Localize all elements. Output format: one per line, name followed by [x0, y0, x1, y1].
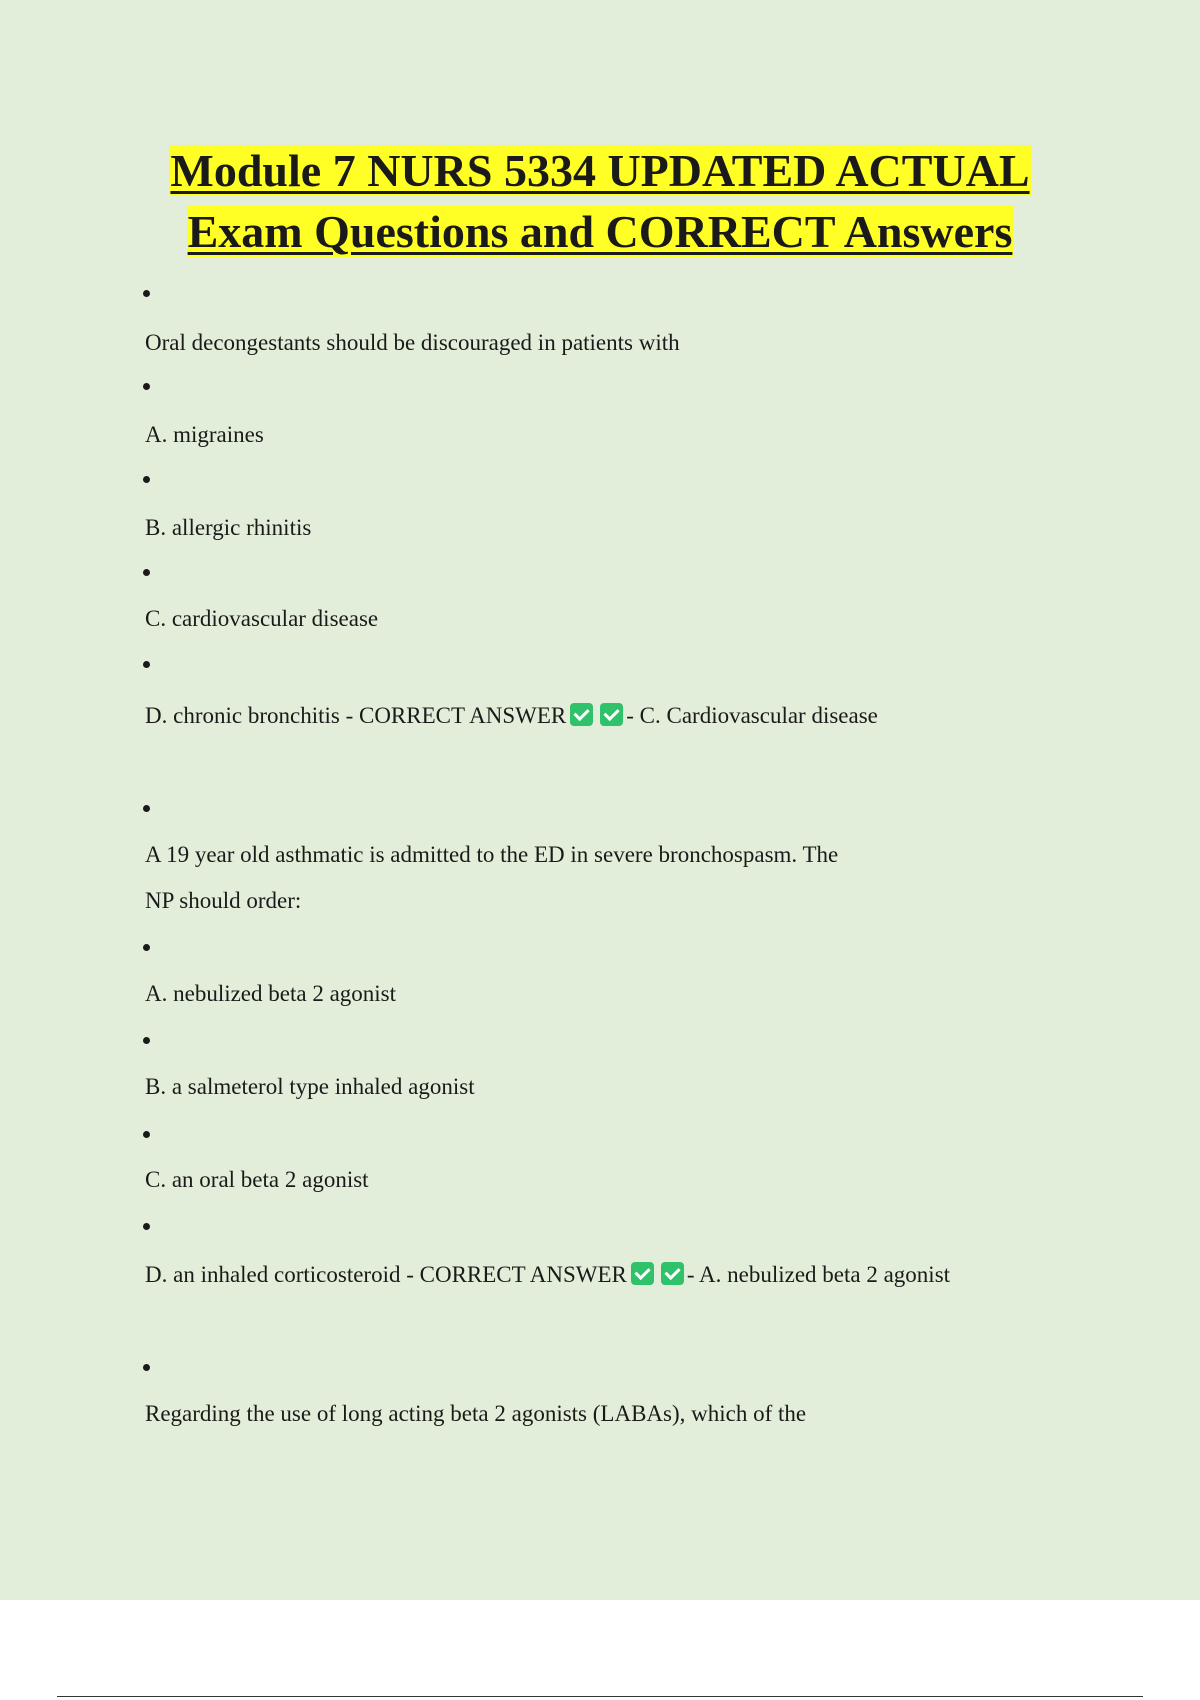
answer-option-with-correct-answer — [145, 1260, 950, 1290]
bullet-icon — [143, 805, 150, 812]
bullet-icon — [143, 944, 150, 951]
question-stem-continued: NP should order: — [145, 888, 302, 913]
bullet-icon — [143, 569, 150, 576]
check-box-icon — [661, 1262, 684, 1285]
check-box-icon — [631, 1262, 654, 1285]
bullet-icon — [143, 290, 150, 297]
answer-option: C. an oral beta 2 agonist — [145, 1167, 369, 1192]
question-stem: Regarding the use of long acting beta 2 agonists (LABAs), which of the — [145, 1401, 807, 1426]
answer-option: A. nebulized beta 2 agonist — [145, 981, 397, 1006]
answer-option-text: D. an inhaled corticosteroid - CORRECT ANSWER — [145, 1262, 627, 1287]
check-box-icon — [600, 703, 623, 726]
title-line-2: Exam Questions and CORRECT Answers — [187, 206, 1013, 257]
bullet-icon — [143, 1037, 150, 1044]
title-line-1: Module 7 NURS 5334 UPDATED ACTUAL — [170, 145, 1030, 196]
correct-answer-text: - A. nebulized beta 2 agonist — [686, 1262, 951, 1287]
footer-divider — [57, 1696, 1143, 1697]
bullet-icon — [143, 383, 150, 390]
bullet-icon — [143, 661, 150, 668]
answer-option: B. a salmeterol type inhaled agonist — [145, 1074, 475, 1099]
question-stem: A 19 year old asthmatic is admitted to the ED in severe bronchospasm. The — [145, 842, 839, 867]
question-stem: Oral decongestants should be discouraged in patients with — [145, 330, 680, 355]
answer-option: A. migraines — [145, 422, 264, 447]
answer-option-text: D. chronic bronchitis - CORRECT ANSWER — [145, 703, 567, 728]
correct-answer-text: - C. Cardiovascular disease — [626, 703, 878, 728]
document-title — [0, 140, 1200, 262]
check-box-icon — [570, 703, 593, 726]
bullet-icon — [143, 1223, 150, 1230]
answer-option: C. cardiovascular disease — [145, 606, 379, 631]
answer-option-with-correct-answer — [145, 701, 878, 731]
bullet-icon — [143, 1364, 150, 1371]
bullet-icon — [143, 476, 150, 483]
answer-option: B. allergic rhinitis — [145, 515, 312, 540]
bullet-icon — [143, 1131, 150, 1138]
